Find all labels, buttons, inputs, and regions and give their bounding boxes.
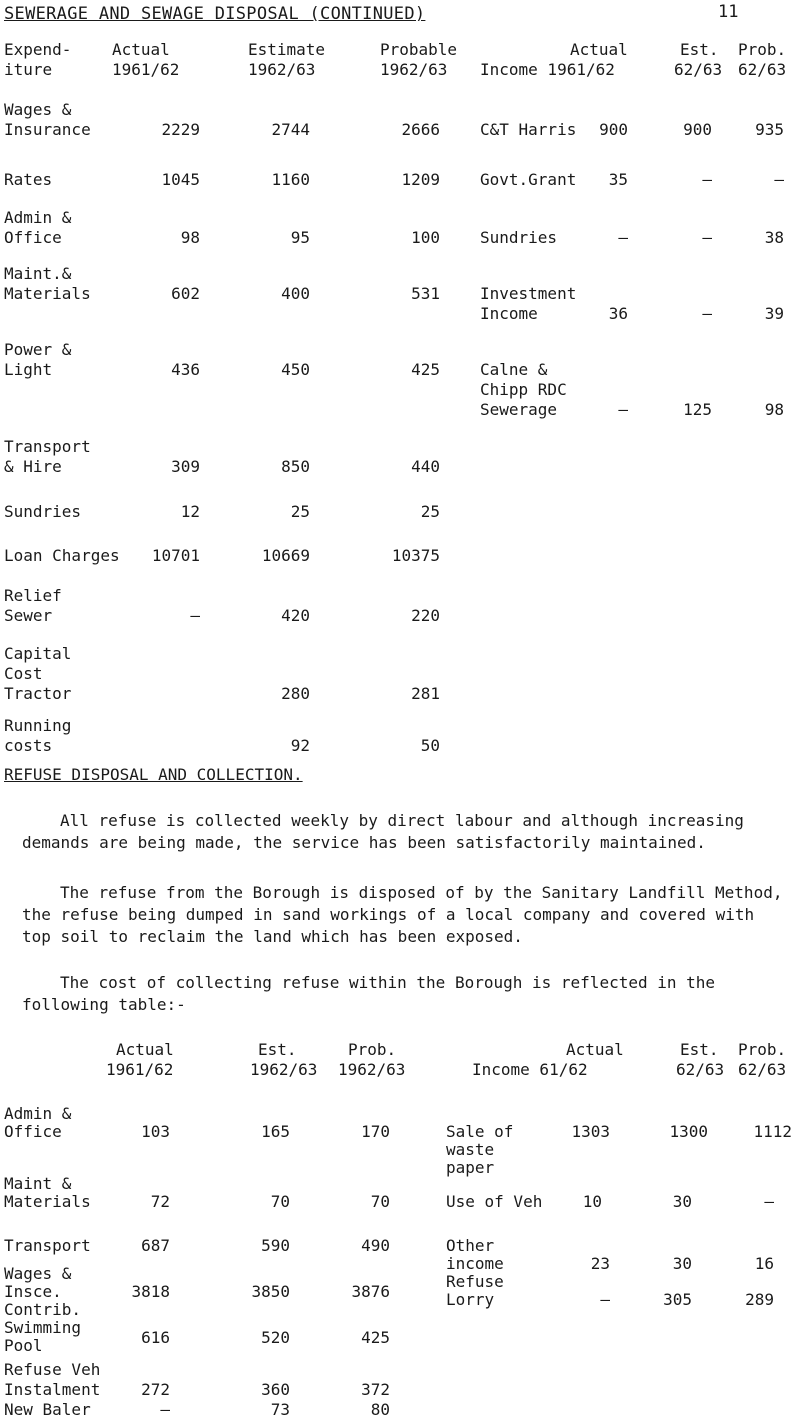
est-value: 520 [261, 1328, 290, 1347]
row-label: Running [4, 716, 72, 735]
est-value: 165 [261, 1122, 290, 1141]
col-prob-header: Prob. [738, 40, 787, 59]
paragraph [22, 810, 792, 854]
income-prob: 1112 [753, 1122, 792, 1141]
income-est: – [702, 228, 712, 247]
col-expenditure-header: Expend- [4, 40, 72, 59]
row-label: costs [4, 736, 53, 755]
actual-value: 72 [150, 1192, 170, 1211]
row-label: Light [4, 360, 53, 379]
col-prob-header: Prob. [348, 1040, 397, 1059]
col-income-actual-header: Actual [566, 1040, 624, 1059]
income-label: Lorry [446, 1290, 495, 1309]
col-income-header: Income 61/62 [472, 1060, 588, 1079]
prob-value: 170 [361, 1122, 390, 1141]
income-prob: 39 [764, 304, 784, 323]
actual-value: 2229 [161, 120, 200, 139]
income-prob: – [774, 170, 784, 189]
row-label: Materials [4, 1192, 91, 1211]
row-label: Office [4, 1122, 62, 1141]
estimate-value: 850 [281, 457, 310, 476]
col-actual-year: 1961/62 [112, 60, 180, 79]
header-title: SEWERAGE AND SEWAGE DISPOSAL (CONTINUED) [4, 4, 426, 24]
actual-value: – [160, 1400, 170, 1419]
col-actual-header: Actual [116, 1040, 174, 1059]
probable-value: 440 [411, 457, 440, 476]
col-income-est-header: Est. [680, 1040, 719, 1059]
paragraph [22, 882, 792, 948]
paragraph-text: The cost of collecting refuse within the Borough is reflected in the following table:- [22, 973, 716, 1014]
income-actual: – [618, 228, 628, 247]
income-est: – [702, 304, 712, 323]
actual-value: 10701 [151, 546, 200, 565]
estimate-value: 1160 [271, 170, 310, 189]
estimate-value: 450 [281, 360, 310, 379]
income-prob: 16 [754, 1254, 774, 1273]
col-income-header: Income 1961/62 [480, 60, 615, 79]
row-label: Admin & [4, 208, 72, 227]
income-label: waste [446, 1140, 495, 1159]
paragraph [22, 972, 792, 1016]
probable-value: 1209 [401, 170, 440, 189]
income-est: 30 [672, 1254, 692, 1273]
section-title-refuse: REFUSE DISPOSAL AND COLLECTION. [4, 765, 303, 784]
estimate-value: 280 [281, 684, 310, 703]
estimate-value: 2744 [271, 120, 310, 139]
income-label: income [446, 1254, 504, 1273]
income-label: Income [480, 304, 538, 323]
income-actual: – [618, 400, 628, 419]
row-label: New Baler [4, 1400, 91, 1419]
income-actual: 900 [599, 120, 628, 139]
row-label: Pool [4, 1336, 43, 1355]
income-label: Calne & [480, 360, 548, 379]
income-est: 1300 [669, 1122, 708, 1141]
row-label: Power & [4, 340, 72, 359]
income-label: Sale of [446, 1122, 514, 1141]
actual-value: 103 [141, 1122, 170, 1141]
probable-value: 281 [411, 684, 440, 703]
row-label: Materials [4, 284, 91, 303]
col-est-year: 1962/63 [250, 1060, 318, 1079]
col-income-prob-year: 62/63 [738, 1060, 787, 1079]
col-probable-header: Probable [380, 40, 458, 59]
row-label: & Hire [4, 457, 62, 476]
actual-value: 309 [171, 457, 200, 476]
estimate-value: 92 [290, 736, 310, 755]
income-actual: – [600, 1290, 610, 1309]
income-label: Govt.Grant [480, 170, 577, 189]
col-income-est-year: 62/63 [676, 1060, 725, 1079]
row-label: Rates [4, 170, 53, 189]
probable-value: 50 [420, 736, 440, 755]
income-prob: 98 [764, 400, 784, 419]
income-est: 305 [663, 1290, 692, 1309]
probable-value: 25 [420, 502, 440, 521]
col-est-header: Est. [680, 40, 719, 59]
row-label: Relief [4, 586, 62, 605]
prob-value: 3876 [351, 1282, 390, 1301]
col-income-actual-header: Actual [570, 40, 628, 59]
income-prob: 38 [764, 228, 784, 247]
income-label: paper [446, 1158, 495, 1177]
col-actual-header: Actual [112, 40, 170, 59]
income-label: Refuse [446, 1272, 504, 1291]
income-actual: 36 [608, 304, 628, 323]
row-label: Instalment [4, 1380, 101, 1399]
prob-value: 70 [370, 1192, 390, 1211]
probable-value: 100 [411, 228, 440, 247]
income-label: Chipp RDC [480, 380, 567, 399]
income-actual: 35 [608, 170, 628, 189]
prob-value: 372 [361, 1380, 390, 1399]
income-actual: 1303 [571, 1122, 610, 1141]
prob-value: 490 [361, 1236, 390, 1255]
row-label: Maint & [4, 1174, 72, 1193]
income-label: Sundries [480, 228, 558, 247]
income-est: 900 [683, 120, 712, 139]
income-prob: 935 [755, 120, 784, 139]
col-est-year: 62/63 [674, 60, 723, 79]
probable-value: 531 [411, 284, 440, 303]
estimate-value: 400 [281, 284, 310, 303]
actual-value: 616 [141, 1328, 170, 1347]
col-income-prob-header: Prob. [738, 1040, 787, 1059]
row-label: Wages & [4, 1264, 72, 1283]
income-est: 30 [672, 1192, 692, 1211]
income-label: Other [446, 1236, 495, 1255]
estimate-value: 95 [290, 228, 310, 247]
income-prob: – [764, 1192, 774, 1211]
col-actual-year: 1961/62 [106, 1060, 174, 1079]
prob-value: 80 [370, 1400, 390, 1419]
row-label: Transport [4, 437, 91, 456]
page-number: 11 [718, 2, 739, 22]
estimate-value: 25 [290, 502, 310, 521]
actual-value: – [190, 606, 200, 625]
row-label: Sewer [4, 606, 53, 625]
actual-value: 687 [141, 1236, 170, 1255]
row-label: Sundries [4, 502, 82, 521]
row-label: Swimming [4, 1318, 82, 1337]
actual-value: 602 [171, 284, 200, 303]
est-value: 590 [261, 1236, 290, 1255]
probable-value: 2666 [401, 120, 440, 139]
income-actual: 10 [582, 1192, 602, 1211]
income-label: Sewerage [480, 400, 558, 419]
estimate-value: 420 [281, 606, 310, 625]
row-label: Tractor [4, 684, 72, 703]
paragraph-text: All refuse is collected weekly by direct labour and although increasing demands are being made, the service has been satisfactorily maintained. [22, 811, 744, 852]
row-label: Contrib. [4, 1300, 82, 1319]
col-prob-year: 62/63 [738, 60, 787, 79]
income-prob: 289 [745, 1290, 774, 1309]
row-label: Cost [4, 664, 43, 683]
est-value: 3850 [251, 1282, 290, 1301]
actual-value: 3818 [131, 1282, 170, 1301]
actual-value: 1045 [161, 170, 200, 189]
col-estimate-header: Estimate [248, 40, 326, 59]
probable-value: 425 [411, 360, 440, 379]
probable-value: 220 [411, 606, 440, 625]
row-label: Insce. [4, 1282, 62, 1301]
income-label: Use of Veh [446, 1192, 543, 1211]
income-label: C&T Harris [480, 120, 577, 139]
actual-value: 12 [180, 502, 200, 521]
row-label: Capital [4, 644, 72, 663]
col-expenditure-header-2: iture [4, 60, 53, 79]
income-actual: 23 [590, 1254, 610, 1273]
row-label: Transport [4, 1236, 91, 1255]
estimate-value: 10669 [261, 546, 310, 565]
col-est-header: Est. [258, 1040, 297, 1059]
income-est: – [702, 170, 712, 189]
est-value: 73 [270, 1400, 290, 1419]
actual-value: 98 [180, 228, 200, 247]
col-probable-year: 1962/63 [380, 60, 448, 79]
row-label: Admin & [4, 1104, 72, 1123]
income-est: 125 [683, 400, 712, 419]
page-header [4, 4, 425, 24]
col-estimate-year: 1962/63 [248, 60, 316, 79]
est-value: 360 [261, 1380, 290, 1399]
est-value: 70 [270, 1192, 290, 1211]
actual-value: 436 [171, 360, 200, 379]
row-label: Refuse Veh [4, 1360, 101, 1379]
row-label: Wages & [4, 100, 72, 119]
paragraph-text: The refuse from the Borough is disposed of by the Sanitary Landfill Method, the refuse being dumped in sand workings of a local company and covered with top soil to reclaim the land which has been exposed. [22, 883, 783, 946]
row-label: Insurance [4, 120, 91, 139]
income-label: Investment [480, 284, 577, 303]
row-label: Maint.& [4, 264, 72, 283]
col-prob-year: 1962/63 [338, 1060, 406, 1079]
row-label: Office [4, 228, 62, 247]
probable-value: 10375 [391, 546, 440, 565]
actual-value: 272 [141, 1380, 170, 1399]
row-label: Loan Charges [4, 546, 120, 565]
prob-value: 425 [361, 1328, 390, 1347]
